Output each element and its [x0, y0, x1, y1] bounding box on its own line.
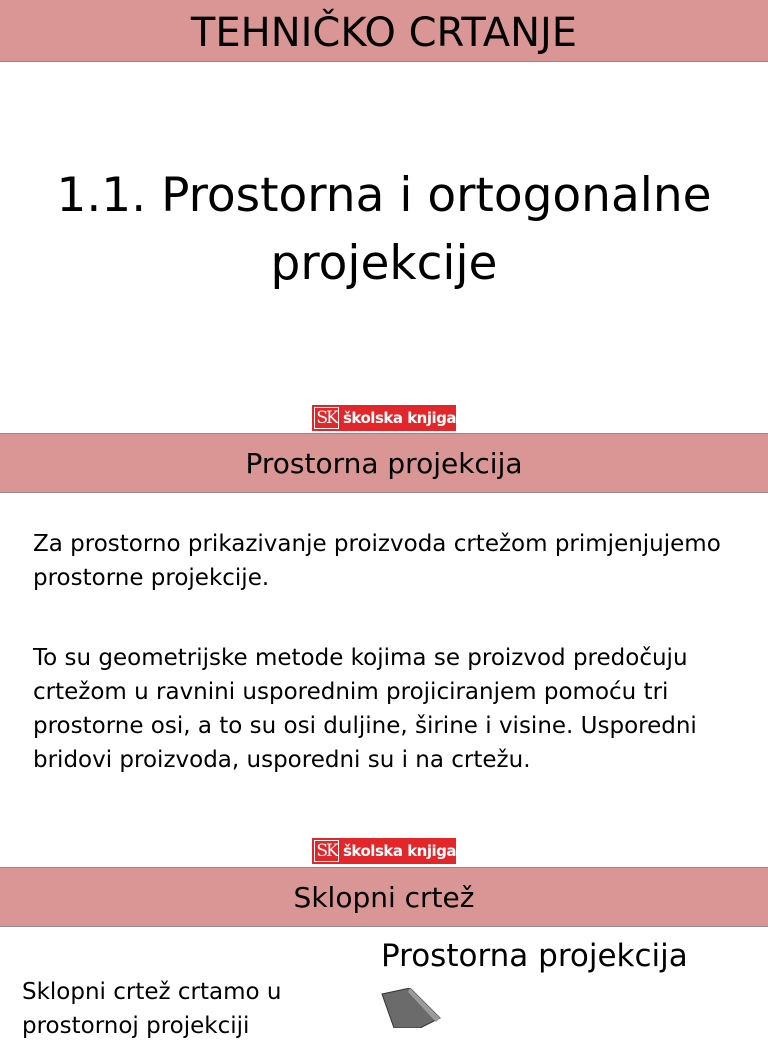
slide-3-text-line-1: Sklopni crtež crtamo u [22, 979, 282, 1005]
slide-1-heading [0, 162, 768, 298]
slide-3-title-bar [0, 867, 768, 927]
slide-1-title-bar [0, 0, 768, 62]
paragraph-2: To su geometrijske metode kojima se proizvod predočuju crtežom u ravnini usporednim projiciranjem pomoću tri prostorne osi, a to su osi duljine, širine i visine. Usporedni bridovi proizvoda, usporedni su i na crtežu. [33, 645, 697, 773]
slide-3-subheading: Prostorna projekcija [381, 938, 688, 974]
heading-line-2: projekcije [270, 236, 498, 291]
logo-mark: SK [314, 407, 339, 429]
logo-mark: SK [314, 840, 339, 862]
logo-name: školska knjiga [343, 842, 456, 860]
slide-3-title: Sklopni crtež [293, 880, 475, 914]
publisher-logo [312, 405, 456, 431]
logo-name: školska knjiga [343, 409, 456, 427]
slide-2-title: Prostorna projekcija [245, 446, 523, 480]
slide-3-text-line-2: prostornoj projekciji [22, 1013, 250, 1039]
assembly-drawing-image [380, 988, 450, 1028]
paragraph-1: Za prostorno prikazivanje proizvoda crtežom primjenjujemo prostorne projekcije. [33, 531, 721, 591]
publisher-logo-2 [312, 838, 456, 864]
slide-3-text [22, 975, 362, 1043]
heading-line-1: 1.1. Prostorna i ortogonalne [56, 168, 712, 223]
slide-1-title: TEHNIČKO CRTANJE [190, 9, 578, 56]
slide-2-title-bar [0, 433, 768, 493]
